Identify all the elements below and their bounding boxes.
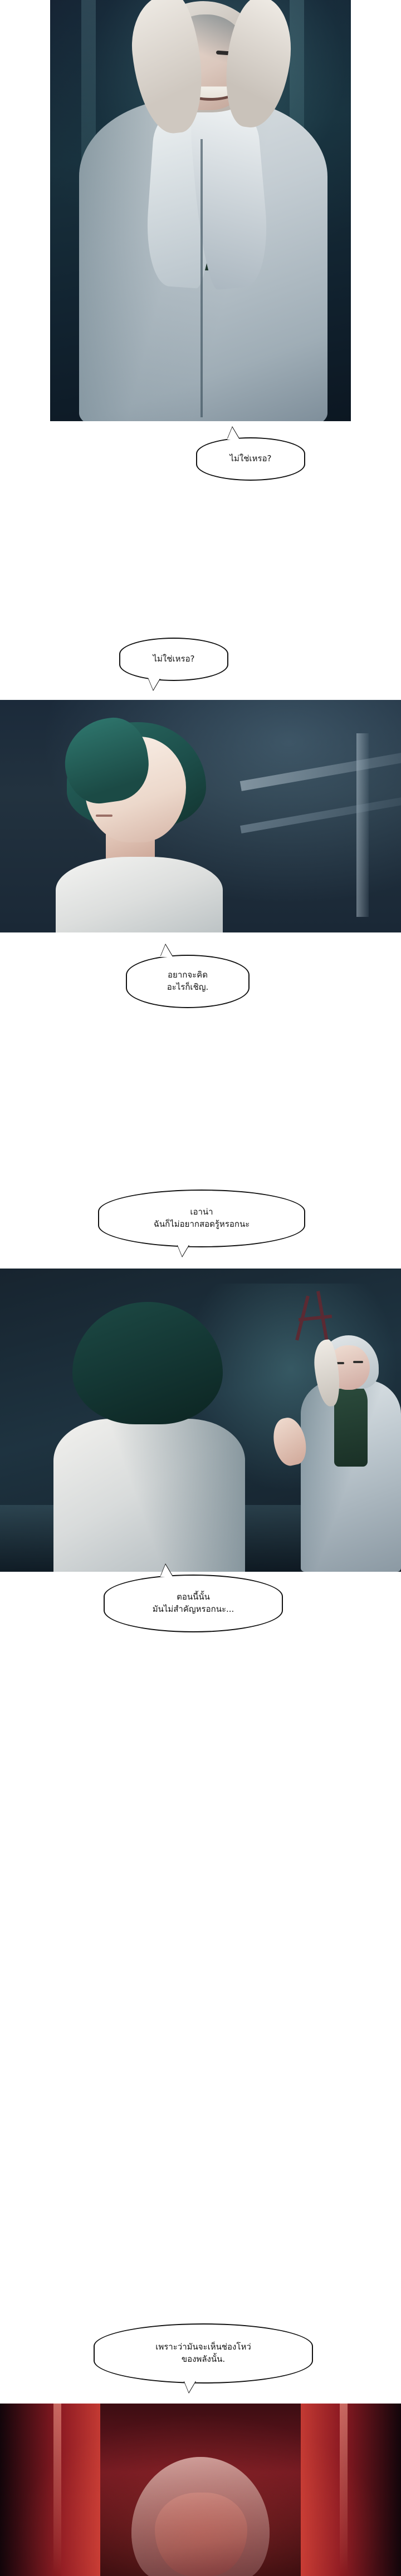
speech-bubble-3-text: อยากจะคิด อะไรก็เชิญ. (167, 970, 209, 992)
boy-mouth (96, 815, 113, 817)
boy-back-shirt-shading (53, 1419, 245, 1572)
red-glow (0, 2404, 401, 2576)
speech-bubble-4-tail (177, 1244, 189, 1256)
speech-bubble-2-tail (148, 678, 160, 690)
speech-bubble-1-text: ไม่ใช่เหรอ? (229, 453, 272, 464)
speech-bubble-6 (94, 2323, 313, 2383)
speech-bubble-6-text: เพราะว่ามันจะเห็นช่องโหว่ ของพลังนั้น. (155, 2342, 251, 2364)
speech-bubble-1 (196, 437, 305, 481)
speech-bubble-1-tail (227, 427, 239, 440)
panel-teal-haired-boy-closeup (0, 700, 401, 932)
speech-bubble-3-tail (160, 945, 173, 957)
speech-bubble-5-tail (160, 1565, 173, 1577)
speech-bubble-3 (126, 955, 250, 1008)
speech-bubble-4 (98, 1190, 305, 1247)
panel-hooded-figure-grinning (50, 0, 351, 421)
boy-shirt (56, 857, 223, 932)
speech-bubble-4-text: เอาน่า ฉันก็ไม่อยากสอดรู้หรอกนะ (153, 1207, 250, 1229)
speech-bubble-6-tail (184, 2380, 196, 2392)
hooded-figure-inner-shirt (334, 1383, 368, 1467)
speech-bubble-5-text: ตอนนี้นั้น มันไม่สำคัญหรอกนะ... (152, 1592, 234, 1614)
speech-bubble-2 (119, 638, 228, 681)
speech-bubble-2-text: ไม่ใช่เหรอ? (153, 654, 195, 664)
speech-bubble-5 (104, 1575, 283, 1632)
panel-red-corridor-figure (0, 2404, 401, 2576)
figure-zipper (200, 139, 203, 417)
panel-boy-facing-hooded-figure (0, 1269, 401, 1572)
hooded-figure-eye-right (353, 1361, 363, 1363)
